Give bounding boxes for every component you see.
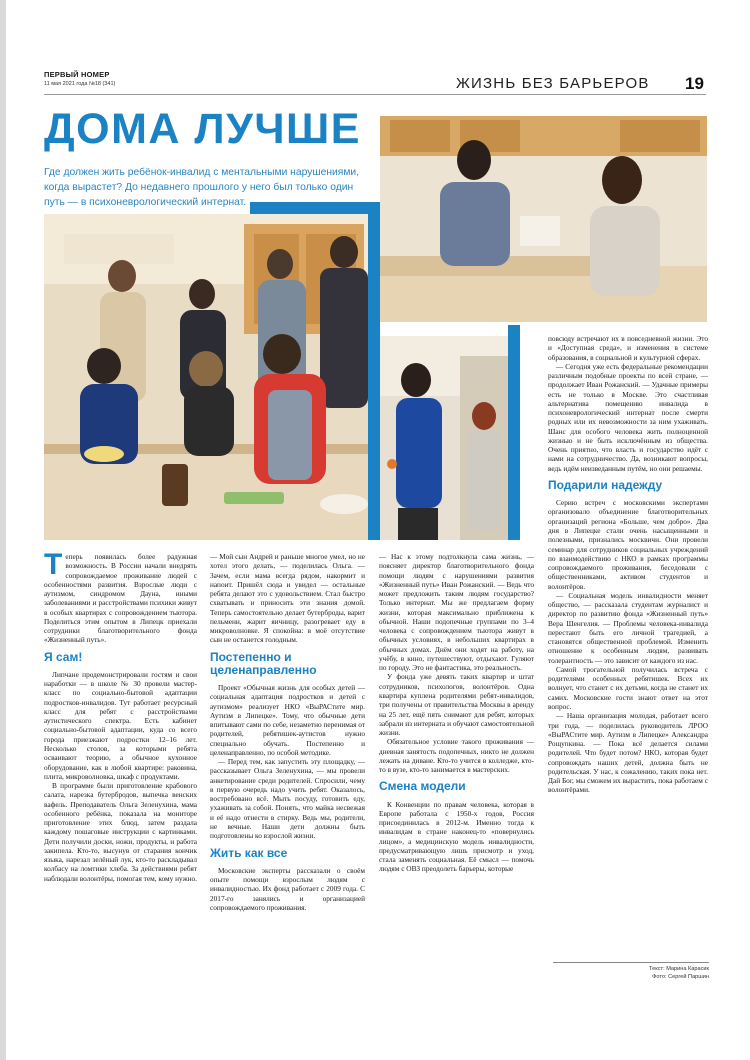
paragraph: У фонда уже девять таких квартир и штат сотрудников, психологов, волонтёров. Одна квартира куплена родителями ребят-инвалидов, три получены от правительства Москвы в аренду на 25 лет, ещё пять снимают для ребят, которых забрали из интерната и обучают самостоятельной жизни. <box>379 672 534 738</box>
accent-bar <box>250 202 380 214</box>
paragraph: — Социальная модель инвалидности меняет общество, — рассказала студентам журналист и директор по развитию фонда «Жизненный путь» Вера Шенгелия. — Проблемы человека-инвалида перестают быть его личной трагедией, а становятся общественной проблемой. Изменить отношение к особенным людям, развивать толерантность — это зависит от каждого из нас. <box>548 590 708 665</box>
text-credit: Текст: Марина Карасик <box>649 966 709 972</box>
page-spine <box>0 0 6 1060</box>
subheading: Я сам! <box>44 649 83 664</box>
paragraph: Самой трогательной получилась встреча с родителями особенных ребятишек. Всех их волнует, что станет с их детьми, когда не станет их самих. Московские гости знают ответ на этот вопрос. <box>548 664 708 712</box>
paragraph: — Перед тем, как запустить эту площадку, — рассказывает Ольга Зеленухина, — мы провели анкетирование среди родителей. Спросили, чему в первую очередь надо учить ребят. Оказалось, востребовано всё. Мыть посуду, готовить еду, ухаживать за собой. Понять, что майка несвежая и её надо отнести в стирку. Ведь мы, родители, не вечные. Наши дети должны быть подготовлены ко взрослой жизни. <box>210 757 365 841</box>
subheading: Смена модели <box>379 779 466 794</box>
paragraph: Липчане продемонстрировали гостям и свои наработки — в школе № 30 провели мастер-класс по социально-бытовой адаптации подростков-инвалидов. Тут работает ресурсный класс для ребят с расстройствами аутистического спектра. Есть кабинет социально-бытовой адаптации, куда со всего города приезжают подростки 12–16 лет. Несколько столов, за которыми ребята осваивают теорию, а обычное кухонное оборудование, как в любой квартире: раковина, плита, микроволновка, шкаф с продуктами. <box>44 669 197 781</box>
paragraph: повсюду встречают их в повседневной жизни. Это и «Доступная среда», и изменения в системе образования, в социальной и культурной сферах. <box>548 334 708 362</box>
paragraph: — Нас к этому подтолкнула сама жизнь, — поясняет директор благотворительного фонда помощи людям с нарушениями развития «Жизненный путь» Иван Рожанский. — Ведь что может предложить таким людям государство? Только интернат. Мы же предлагаем форму жизни, которая максимально приближена к обычной. Наши подопечные группами по 3–4 человека с сопровождением тьютора живут в обычных условиях, в небольших квартирах в обычных домах. Днём они ходят на работу, на учёбу, в кино, путешествуют, отдыхают. Гуляют по городу. Это не фантастика, это реальность. <box>379 552 534 673</box>
main-photo <box>44 214 368 540</box>
page-number: 19 <box>685 74 704 93</box>
text-column-2 <box>210 552 365 912</box>
paragraph: — Сегодня уже есть федеральные рекомендации различным подобные проекты по всей стране, — продолжает Иван Рожанский. — Удачные примеры есть не только в Москве. Это счастливая альтернатива помещению инвалида в психоневрологический интернат после смерти родных или их невозможности за ним ухаживать. Шанс для особого человека жить полноценной жизнью и не быть исключённым из общества. Очень приятно, что власть и государство идёт с нами на сотрудничество. Да, возникают вопросы, ведь идём неизведанным путём, но они решаемы. <box>548 361 708 473</box>
text-column-3 <box>379 552 534 874</box>
rubric-title: ЖИЗНЬ БЕЗ БАРЬЕРОВ <box>456 75 650 92</box>
credits <box>553 962 709 982</box>
drop-cap: Т <box>44 548 63 581</box>
apron-boy-image <box>380 336 508 540</box>
paragraph: В программе были приготовление крабового салата, нарезка бутербродов, выпечка венских вафель. Преподаватель Ольга Зеленухина, мама особенного ребёнка, показала на мониторе приготовление этих блюд, затем раздала каждому пошаговые инструкции с картинками. Дети получили доски, ножи, продукты, и работа закипела. Кто-то, высунув от старания кончик языка, нарезал зелёный лук, кто-то раскладывал колбасу на ломтики хлеба. За действиями ребят наблюдали волонтёры, помогая тем, кому нужно. <box>44 781 197 883</box>
article-lead: Где должен жить ребёнок-инвалид с ментальными нарушениями, когда вырастет? До недавнего прошлого у него был только один путь — в психоневрологический интернат. <box>44 167 360 208</box>
paragraph: Обязательное условие такого проживания — дневная занятость подопечных, никто не должен лежать на диване. Кто-то учится в колледже, кто-то в вузе, кто-то занимается в мастерских. <box>379 737 534 775</box>
paper-name: ПЕРВЫЙ НОМЕР <box>44 70 110 79</box>
paragraph: Серию встреч с московскими экспертами организовало объединение благотворительных организаций региона «Больше, чем добро». Два дня в Липецке стали очень насыщенными и полезными, признались москвичи. Они провели семинар для сотрудников социальных учреждений по взаимодействию с НКО в рамках программы сопровождаемого проживания, беседовали с общественниками, активом студентов и волонтёров. <box>548 498 708 591</box>
article-title: ДОМА ЛУЧШЕ <box>44 105 361 153</box>
top-right-photo <box>380 116 707 322</box>
paragraph: Московские эксперты рассказали о своём опыте помощи взрослым людям с инвалидностью. Их фонд работает с 2009 года. С 2017-го занялись и организацией сопровождаемого проживания. <box>210 865 365 912</box>
meeting-image <box>380 116 707 322</box>
kitchen-class-image <box>44 214 368 540</box>
issue-date: 11 мая 2021 года №18 (341) <box>44 81 116 87</box>
text-column-4 <box>548 334 708 795</box>
header-rule <box>44 94 706 95</box>
subheading: Жить как все <box>210 845 288 860</box>
subheading: Подарили надежду <box>548 477 663 492</box>
masthead <box>44 70 115 87</box>
paragraph: Проект «Обычная жизнь для особых детей — социальная адаптация подростков и детей с аутизмом» реализует НКО «ВыРАСтите мир. Аутизм в Липецке». Тому, что обычные дети впитывают сами по себе, незаметно перенимая от родителей, ребятишек-аутистов нужно специально обучать. Постепенно и целенаправленно, по особой методике. <box>210 683 366 757</box>
paragraph: К Конвенции по правам человека, которая в Европе работала с 1950-х годов, Россия присоединилась в 2012-м. Именно тогда к инвалидам в стране наконец-то «повернулись лицом», а медицинскую модель инвалидности, предусматривающую лишь присмотр и уход, стала заменять социальная. Её смысл — помочь людям с ОВЗ преодолеть барьеры, которые <box>379 799 534 874</box>
subheading: Постепенно и целенаправленно <box>210 649 317 677</box>
paragraph: — Мой сын Андрей и раньше многое умел, но не хотел этого делать, — поделилась Ольга. — Зачем, если мама всегда рядом, накормит и напоит. Пришёл сюда и увидел — остальные ребята делают это с удовольствием. Стал быстро схватывать и приносить эти знания домой. Теперь самостоятельно делает бутерброды, варит пельмени, жарит яичницу, разогревает еду в микроволновке. Я спокойна: в моё отсутствие сын не останется голодным. <box>210 552 365 645</box>
accent-bar <box>508 325 520 540</box>
paragraph: — Наша организация молодая, работает всего три года, — поделилась руководитель ЛРОО «ВыРАСтите мир. Аутизм в Липецке» Александра Рощупкина. — Пока всё делается силами родителей. Что будет потом? НКО, которая будет сопровождать наших детей, должна быть не родительская. У нас, к сожалению, таких пока нет. Дай Бог, мы сможем их вырастить, пока работаем с волонтёрами. <box>548 711 708 795</box>
text-column-1 <box>44 548 197 883</box>
photo-credit: Фото: Сергей Паршин <box>652 974 709 981</box>
paragraph: еперь появилась более радужная возможность. В России начали внедрять сопровождаемое проживание людей с особенностями развития. Взрослые люди с аутизмом, синдромом Дауна, иными заболеваниями и расстройствами психики живут в особых квартирах с сопровождением тьютора. Поделиться этим опытом в Липецк приехали сотрудники благотворительного фонда «Жизненный путь». <box>44 552 197 645</box>
accent-bar <box>368 202 380 540</box>
middle-photo <box>380 336 508 540</box>
